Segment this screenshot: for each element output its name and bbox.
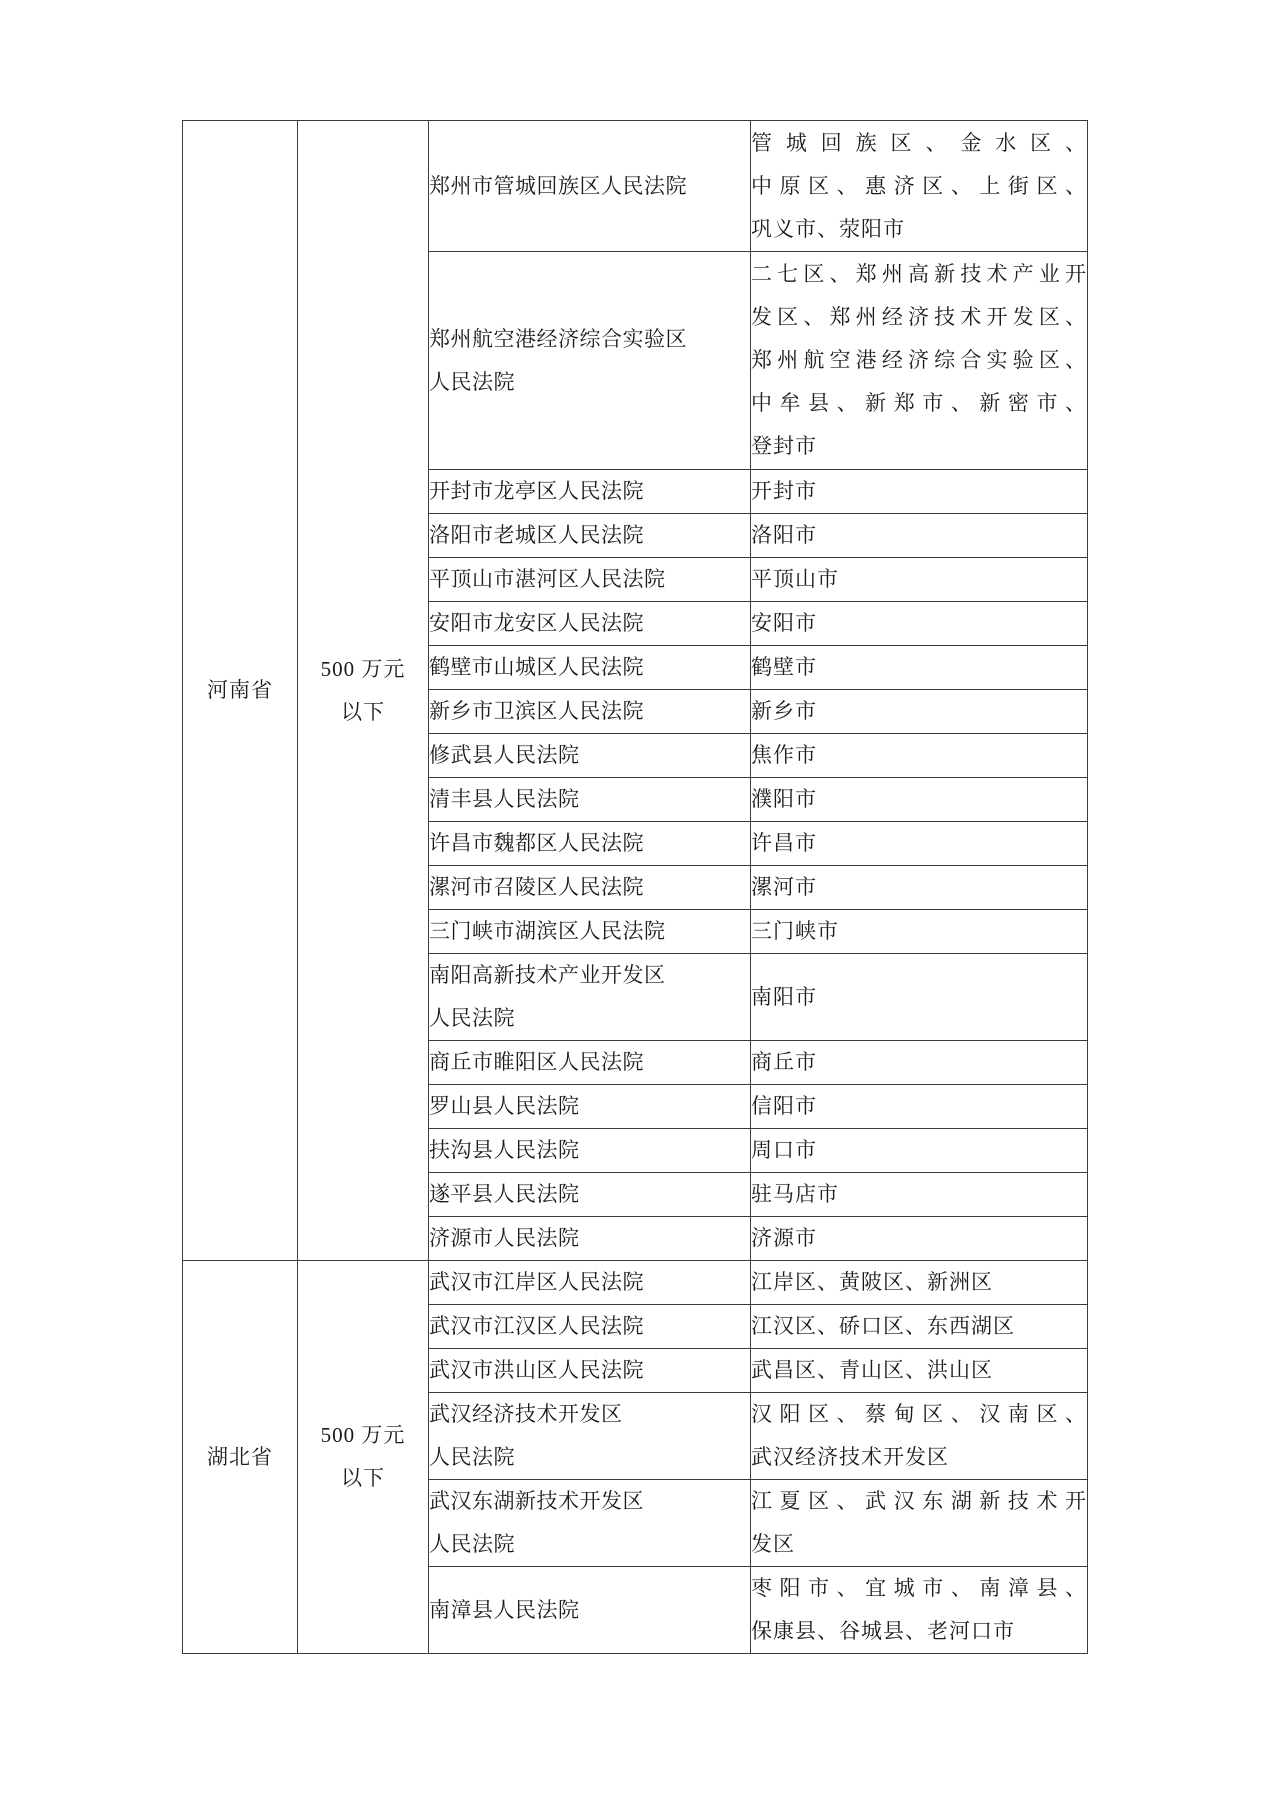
jurisdiction-cell <box>751 690 1088 734</box>
court-name-cell: 清丰县人民法院 <box>429 778 751 822</box>
jurisdiction-cell <box>751 954 1088 1041</box>
jurisdiction-cell <box>751 470 1088 514</box>
jurisdiction-cell <box>751 1173 1088 1217</box>
table-row <box>183 121 1088 252</box>
jurisdiction-cell <box>751 1085 1088 1129</box>
amount-cell: 500 万元 以下 <box>298 121 429 1261</box>
jurisdiction-line: 汉阳区、蔡甸区、汉南区、 <box>751 1402 1087 1426</box>
jurisdiction-cell <box>751 1129 1088 1173</box>
jurisdiction-line: 南阳市 <box>751 984 817 1009</box>
jurisdiction-cell <box>751 514 1088 558</box>
jurisdiction-line: 江汉区、硚口区、东西湖区 <box>751 1314 1015 1338</box>
jurisdiction-cell <box>751 1305 1088 1349</box>
court-name-cell: 南阳高新技术产业开发区 人民法院 <box>429 954 751 1041</box>
jurisdiction-line: 洛阳市 <box>751 523 817 547</box>
court-name-cell: 武汉经济技术开发区 人民法院 <box>429 1393 751 1480</box>
jurisdiction-line: 保康县、谷城县、老河口市 <box>751 1619 1015 1643</box>
jurisdiction-line: 安阳市 <box>751 611 817 635</box>
province-cell: 河南省 <box>183 121 298 1261</box>
jurisdiction-cell <box>751 1393 1088 1480</box>
court-name-cell: 扶沟县人民法院 <box>429 1129 751 1173</box>
jurisdiction-cell <box>751 1261 1088 1305</box>
court-name-cell: 修武县人民法院 <box>429 734 751 778</box>
jurisdiction-cell <box>751 558 1088 602</box>
jurisdiction-line: 发区、郑州经济技术开发区、 <box>751 305 1087 329</box>
amount-cell: 500 万元 以下 <box>298 1261 429 1654</box>
table-body <box>183 121 1088 1654</box>
court-name-cell: 郑州市管城回族区人民法院 <box>429 121 751 252</box>
jurisdiction-cell <box>751 1567 1088 1654</box>
jurisdiction-line: 商丘市 <box>751 1050 817 1074</box>
jurisdiction-cell <box>751 734 1088 778</box>
jurisdiction-line: 中原区、惠济区、上街区、 <box>751 173 1087 198</box>
court-name-cell: 武汉市江岸区人民法院 <box>429 1261 751 1305</box>
jurisdiction-line: 平顶山市 <box>751 567 839 591</box>
court-name-cell: 鹤壁市山城区人民法院 <box>429 646 751 690</box>
jurisdiction-line: 登封市 <box>751 434 817 458</box>
jurisdiction-line: 武昌区、青山区、洪山区 <box>751 1358 993 1382</box>
jurisdiction-line: 开封市 <box>751 479 817 503</box>
court-name-cell: 洛阳市老城区人民法院 <box>429 514 751 558</box>
jurisdiction-line: 江岸区、黄陂区、新洲区 <box>751 1270 993 1294</box>
court-name-cell: 济源市人民法院 <box>429 1217 751 1261</box>
court-name-cell: 商丘市睢阳区人民法院 <box>429 1041 751 1085</box>
jurisdiction-line: 管城回族区、金水区、 <box>751 130 1087 155</box>
jurisdiction-cell <box>751 910 1088 954</box>
jurisdiction-line: 驻马店市 <box>751 1182 839 1206</box>
jurisdiction-line: 巩义市、荥阳市 <box>751 216 905 241</box>
jurisdiction-cell <box>751 252 1088 470</box>
jurisdiction-cell <box>751 602 1088 646</box>
jurisdiction-line: 焦作市 <box>751 743 817 767</box>
court-name-cell: 罗山县人民法院 <box>429 1085 751 1129</box>
jurisdiction-line: 武汉经济技术开发区 <box>751 1445 949 1469</box>
jurisdiction-line: 漯河市 <box>751 875 817 899</box>
jurisdiction-line: 信阳市 <box>751 1094 817 1118</box>
jurisdiction-line: 发区 <box>751 1532 795 1556</box>
jurisdiction-cell <box>751 778 1088 822</box>
jurisdiction-line: 江夏区、武汉东湖新技术开 <box>751 1489 1087 1513</box>
jurisdiction-cell <box>751 866 1088 910</box>
jurisdiction-cell <box>751 822 1088 866</box>
jurisdiction-line: 中牟县、新郑市、新密市、 <box>751 391 1087 415</box>
jurisdiction-line: 新乡市 <box>751 699 817 723</box>
court-name-cell: 遂平县人民法院 <box>429 1173 751 1217</box>
province-cell: 湖北省 <box>183 1261 298 1654</box>
jurisdiction-cell <box>751 646 1088 690</box>
jurisdiction-line: 三门峡市 <box>751 919 839 943</box>
jurisdiction-line: 枣阳市、宜城市、南漳县、 <box>751 1576 1087 1600</box>
jurisdiction-cell <box>751 1041 1088 1085</box>
jurisdiction-cell <box>751 1349 1088 1393</box>
jurisdiction-line: 鹤壁市 <box>751 655 817 679</box>
court-name-cell: 安阳市龙安区人民法院 <box>429 602 751 646</box>
court-name-cell: 武汉东湖新技术开发区 人民法院 <box>429 1480 751 1567</box>
jurisdiction-cell <box>751 1217 1088 1261</box>
court-name-cell: 南漳县人民法院 <box>429 1567 751 1654</box>
court-name-cell: 武汉市江汉区人民法院 <box>429 1305 751 1349</box>
court-name-cell: 开封市龙亭区人民法院 <box>429 470 751 514</box>
jurisdiction-line: 周口市 <box>751 1138 817 1162</box>
court-name-cell: 许昌市魏都区人民法院 <box>429 822 751 866</box>
jurisdiction-cell <box>751 121 1088 252</box>
jurisdiction-line: 濮阳市 <box>751 787 817 811</box>
jurisdiction-cell <box>751 1480 1088 1567</box>
jurisdiction-line: 郑州航空港经济综合实验区、 <box>751 348 1087 372</box>
jurisdiction-line: 二七区、郑州高新技术产业开 <box>751 262 1087 286</box>
court-name-cell: 新乡市卫滨区人民法院 <box>429 690 751 734</box>
jurisdiction-line: 许昌市 <box>751 831 817 855</box>
court-name-cell: 平顶山市湛河区人民法院 <box>429 558 751 602</box>
court-name-cell: 三门峡市湖滨区人民法院 <box>429 910 751 954</box>
table-row <box>183 1261 1088 1305</box>
court-name-cell: 武汉市洪山区人民法院 <box>429 1349 751 1393</box>
court-jurisdiction-table <box>182 120 1088 1654</box>
court-name-cell: 漯河市召陵区人民法院 <box>429 866 751 910</box>
jurisdiction-line: 济源市 <box>751 1226 817 1250</box>
court-name-cell: 郑州航空港经济综合实验区 人民法院 <box>429 252 751 470</box>
